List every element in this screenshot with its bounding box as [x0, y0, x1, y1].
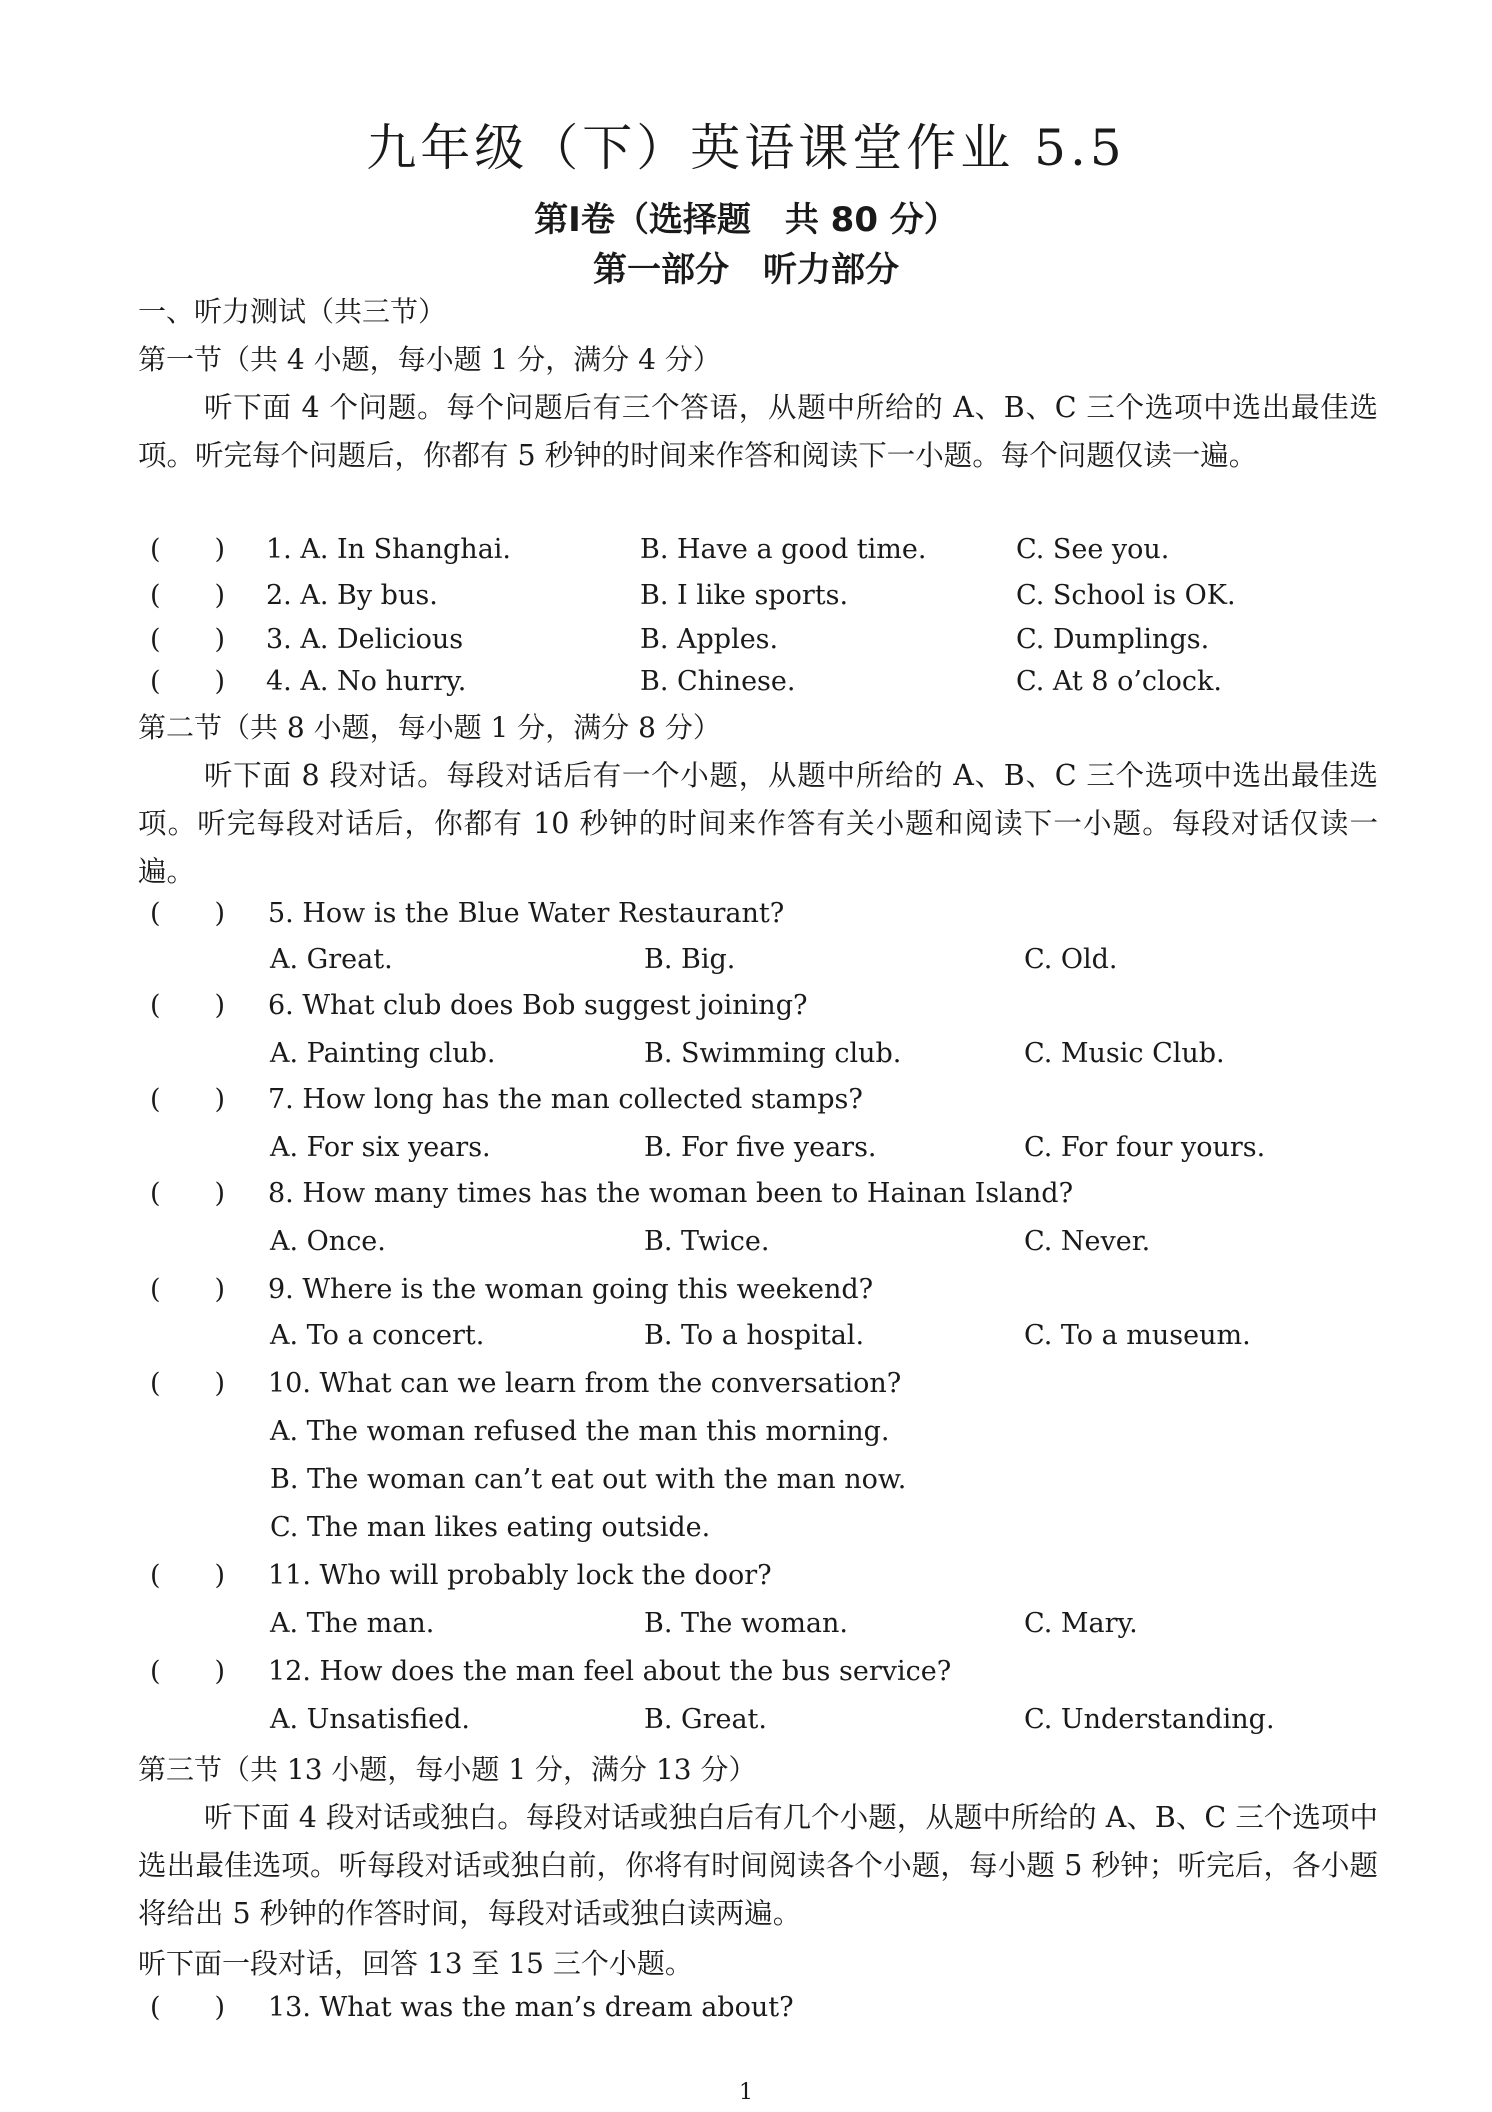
option-c: C. To a museum. — [1024, 1320, 1251, 1351]
answer-blank[interactable]: ( ) — [150, 534, 226, 565]
section3-sub-heading: 听下面一段对话，回答 13 至 15 三个小题。 — [138, 1947, 693, 1980]
section2-heading: 第二节（共 8 小题，每小题 1 分，满分 8 分） — [138, 711, 721, 744]
answer-blank[interactable]: ( ) — [150, 1368, 226, 1399]
question-stem: 6. What club does Bob suggest joining? — [268, 990, 808, 1021]
section1-heading: 第一节（共 4 小题，每小题 1 分，满分 4 分） — [138, 343, 721, 376]
question-stem: 9. Where is the woman going this weekend? — [268, 1274, 874, 1305]
option-a: 2. A. By bus. — [266, 580, 438, 611]
option-b: B. The woman. — [644, 1608, 849, 1639]
option-c: C. At 8 o’clock. — [1016, 666, 1222, 697]
part-heading: 第一部分 听力部分 — [593, 250, 899, 290]
option-c: C. Dumplings. — [1016, 624, 1210, 655]
option-a: A. Unsatisfied. — [270, 1704, 470, 1735]
option-a: 4. A. No hurry. — [266, 666, 467, 697]
option-a: A. Painting club. — [270, 1038, 496, 1069]
section2-instructions: 听下面 8 段对话。每段对话后有一个小题，从题中所给的 A、B、C 三个选项中选出最佳选项。听完每段对话后，你都有 10 秒钟的时间来作答有关小题和阅读下一小题。每段对话仅读一遍。 — [138, 759, 1378, 888]
section-heading: 一、听力测试（共三节） — [138, 295, 447, 328]
answer-blank[interactable]: ( ) — [150, 624, 226, 655]
option-b: B. Apples. — [640, 624, 779, 655]
option-c: C. For four yours. — [1024, 1132, 1266, 1163]
answer-blank[interactable]: ( ) — [150, 1274, 226, 1305]
option-b: B. For five years. — [644, 1132, 877, 1163]
section3-instructions: 听下面 4 段对话或独白。每段对话或独白后有几个小题，从题中所给的 A、B、C 三个选项中选出最佳选项。听每段对话或独白前，你将有时间阅读各个小题，每小题 5 秒钟；听完后，各小题将给出 5 秒钟的作答时间，每段对话或独白读两遍。 — [138, 1801, 1378, 1930]
answer-blank[interactable]: ( ) — [150, 1656, 226, 1687]
option-a: A. To a concert. — [270, 1320, 485, 1351]
question-stem: 8. How many times has the woman been to Hainan Island? — [268, 1178, 1074, 1209]
option-b: B. Swimming club. — [644, 1038, 902, 1069]
question-stem: 10. What can we learn from the conversation? — [268, 1368, 902, 1399]
answer-blank[interactable]: ( ) — [150, 898, 226, 929]
question-stem: 7. How long has the man collected stamps? — [268, 1084, 863, 1115]
question-stem: 12. How does the man feel about the bus service? — [268, 1656, 952, 1687]
option-b: B. Great. — [644, 1704, 767, 1735]
answer-blank[interactable]: ( ) — [150, 1992, 226, 2023]
option-c: C. Music Club. — [1024, 1038, 1225, 1069]
option-a: A. The woman refused the man this morning. — [270, 1416, 890, 1447]
section3-heading: 第三节（共 13 小题，每小题 1 分，满分 13 分） — [138, 1753, 757, 1786]
option-a: 3. A. Delicious — [266, 624, 464, 655]
answer-blank[interactable]: ( ) — [150, 1560, 226, 1591]
option-c: C. Never. — [1024, 1226, 1151, 1257]
volume-heading: 第Ⅰ卷（选择题 共 80 分） — [534, 200, 958, 240]
answer-blank[interactable]: ( ) — [150, 580, 226, 611]
answer-blank[interactable]: ( ) — [150, 990, 226, 1021]
question-stem: 11. Who will probably lock the door? — [268, 1560, 772, 1591]
section1-instructions: 听下面 4 个问题。每个问题后有三个答语，从题中所给的 A、B、C 三个选项中选出最佳选项。听完每个问题后，你都有 5 秒钟的时间来作答和阅读下一小题。每个问题仅读一遍。 — [138, 391, 1378, 472]
answer-blank[interactable]: ( ) — [150, 1084, 226, 1115]
option-c: C. Mary. — [1024, 1608, 1138, 1639]
option-c: C. School is OK. — [1016, 580, 1236, 611]
option-a: A. For six years. — [270, 1132, 491, 1163]
answer-blank[interactable]: ( ) — [150, 666, 226, 697]
option-c: C. See you. — [1016, 534, 1170, 565]
page-number: 1 — [739, 2080, 753, 2105]
option-b: B. Twice. — [644, 1226, 770, 1257]
option-b: B. Chinese. — [640, 666, 796, 697]
option-a: A. The man. — [270, 1608, 435, 1639]
option-c: C. Old. — [1024, 944, 1118, 975]
option-a: A. Once. — [270, 1226, 386, 1257]
option-b: B. The woman can’t eat out with the man now. — [270, 1464, 907, 1495]
question-stem: 5. How is the Blue Water Restaurant? — [268, 898, 785, 929]
question-stem: 13. What was the man’s dream about? — [268, 1992, 794, 2023]
option-c: C. Understanding. — [1024, 1704, 1275, 1735]
page-title: 九年级（下）英语课堂作业 5.5 — [366, 119, 1126, 177]
option-b: B. To a hospital. — [644, 1320, 865, 1351]
option-b: B. Have a good time. — [640, 534, 927, 565]
option-a: 1. A. In Shanghai. — [266, 534, 512, 565]
answer-blank[interactable]: ( ) — [150, 1178, 226, 1209]
option-b: B. Big. — [644, 944, 736, 975]
option-a: A. Great. — [270, 944, 393, 975]
option-c: C. The man likes eating outside. — [270, 1512, 711, 1543]
option-b: B. I like sports. — [640, 580, 849, 611]
